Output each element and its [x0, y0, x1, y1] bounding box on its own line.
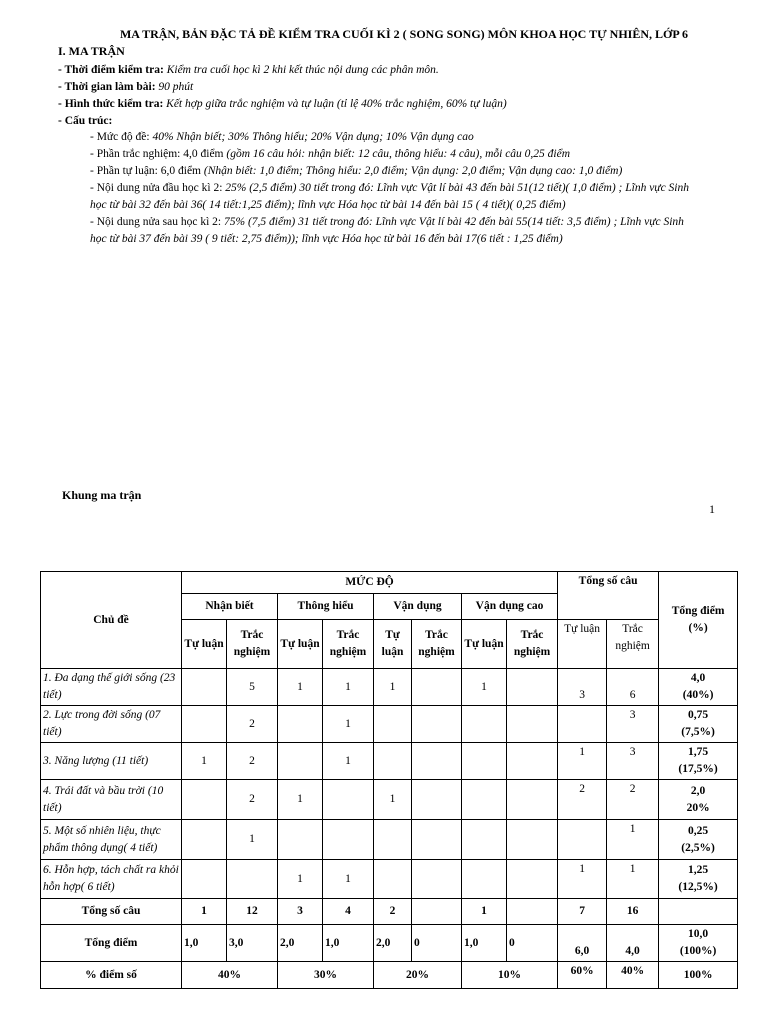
cell: [558, 706, 607, 743]
cell: 1: [374, 780, 412, 820]
total-score-label: Tổng điểm: [41, 925, 182, 962]
total-questions-label: Tổng số câu: [41, 899, 182, 925]
score-percent: (100%): [679, 945, 717, 957]
page-title: MA TRẬN, BẢN ĐẶC TẢ ĐỀ KIỂM TRA CUỐI KÌ 2 ( SONG SONG) MÔN KHOA HỌC TỰ NHIÊN, LỚP 6: [119, 27, 689, 41]
row-topic: 4. Trái đất và bầu trời (10 tiết): [41, 780, 182, 820]
info-duration-value: 90 phút: [155, 81, 194, 93]
cell: 1: [278, 669, 323, 706]
cell: 1: [323, 669, 374, 706]
cell: 30%: [278, 962, 374, 989]
cell: [462, 820, 507, 860]
info-structure-label: - Cấu trúc:: [58, 115, 113, 127]
score-percent: (12,5%): [678, 881, 718, 893]
structure-second-half: [90, 214, 730, 231]
total-questions-row: [41, 899, 738, 925]
cell: 1: [607, 860, 659, 899]
cell: [462, 780, 507, 820]
cell: [412, 780, 462, 820]
col-mc-2: Trắc nghiệm: [323, 620, 374, 669]
score-value: 0,75: [688, 709, 709, 721]
score-percent: (7,5%): [681, 726, 715, 738]
row-score: [659, 860, 738, 899]
percent-total: 100%: [659, 962, 738, 989]
info-form: [58, 96, 728, 113]
cell: 4: [323, 899, 374, 925]
total-questions-header: Tổng số câu: [558, 572, 659, 620]
cell: 0: [507, 925, 558, 962]
cell: 2: [227, 743, 278, 780]
info-time: [58, 62, 728, 79]
score-value: 1,25: [688, 864, 709, 876]
cell: 1: [462, 669, 507, 706]
cell: [374, 860, 412, 899]
structure-second-half-prefix: - Nội dung nửa sau học kì 2:: [90, 216, 224, 228]
info-time-label: - Thời điểm kiểm tra:: [58, 64, 164, 76]
info-duration: [58, 79, 728, 96]
cell: 2,0: [278, 925, 323, 962]
table-row: [41, 669, 738, 706]
cell: 6,0: [558, 925, 607, 962]
structure-first-half: [90, 180, 730, 197]
score-value: 10,0: [688, 928, 709, 940]
structure-second-half-line2: học từ bài 37 đến bài 39 ( 9 tiết: 2,75 điểm)); lĩnh vực Hóa học từ bài 16 đến bài 17(6 tiết : 1,25 điểm): [90, 233, 563, 245]
row-topic: 3. Năng lượng (11 tiết): [41, 743, 182, 780]
cell: [659, 899, 738, 925]
cell: 1: [278, 860, 323, 899]
cell: [507, 860, 558, 899]
table-row: [41, 780, 738, 820]
cell: [374, 820, 412, 860]
row-topic: 5. Một số nhiên liệu, thực phẩm thông dụng( 4 tiết): [41, 820, 182, 860]
row-score: [659, 669, 738, 706]
cell: [412, 669, 462, 706]
table-row: [41, 743, 738, 780]
structure-first-half-line1: 25% (2,5 điểm) 30 tiết trong đó: Lĩnh vực Vật lí bài 43 đến bài 51(12 tiết)( 1,0 điểm) ; Lĩnh vực Sinh: [225, 182, 690, 194]
cell: [462, 706, 507, 743]
structure-essay-value: (Nhận biết: 1,0 điểm; Thông hiểu: 2,0 điểm; Vận dụng: 2,0 điểm; Vận dụng cao: 1,0 điểm): [203, 165, 623, 177]
total-score-value: [659, 925, 738, 962]
cell: 6: [607, 669, 659, 706]
row-score: [659, 780, 738, 820]
info-form-value: Kết hợp giữa trắc nghiệm và tự luận (tỉ lệ 40% trắc nghiệm, 60% tự luận): [163, 98, 507, 110]
cell: [182, 820, 227, 860]
cell: [462, 860, 507, 899]
cell: 1,0: [182, 925, 227, 962]
cell: 12: [227, 899, 278, 925]
score-value: 2,0: [690, 784, 706, 797]
cell: 20%: [374, 962, 462, 989]
score-value: 0,25: [688, 824, 709, 837]
cell: [507, 780, 558, 820]
row-score: [659, 820, 738, 860]
cell: [507, 899, 558, 925]
cell: [374, 743, 412, 780]
score-percent: (2,5%): [681, 841, 715, 854]
col-mc-3: Trắc nghiệm: [412, 620, 462, 669]
cell: [412, 743, 462, 780]
cell: 3: [607, 706, 659, 743]
score-percent: 20%: [686, 801, 710, 814]
cell: [182, 780, 227, 820]
cell: [182, 706, 227, 743]
structure-second-half-cont: [90, 231, 730, 248]
row-topic: 6. Hỗn hợp, tách chất ra khỏi hỗn hợp( 6 tiết): [41, 860, 182, 899]
row-topic: 1. Đa dạng thế giới sống (23 tiết): [41, 669, 182, 706]
structure-essay-prefix: - Phần tự luận: 6,0 điểm: [90, 165, 204, 177]
cell: [278, 820, 323, 860]
col-mc-1: Trắc nghiệm: [227, 620, 278, 669]
cell: 40%: [607, 962, 659, 989]
cell: 1,0: [323, 925, 374, 962]
structure-level-prefix: - Mức độ đề:: [90, 131, 153, 143]
row-score: [659, 706, 738, 743]
level-header: MỨC ĐỘ: [182, 572, 558, 594]
col-total-essay: Tự luận: [558, 620, 607, 669]
cell: [278, 743, 323, 780]
page-number: 1: [709, 502, 715, 516]
row-topic: 2. Lực trong đời sống (07 tiết): [41, 706, 182, 743]
structure-level-value: 40% Nhận biết; 30% Thông hiểu; 20% Vận dụng; 10% Vận dụng cao: [152, 131, 474, 143]
cell: [227, 860, 278, 899]
cell: 1: [278, 780, 323, 820]
level-application: Vận dụng: [374, 594, 462, 620]
score-percent: (40%): [682, 689, 714, 701]
score-value: 4,0: [690, 672, 706, 684]
cell: [507, 706, 558, 743]
col-total-mc: Trắc nghiệm: [607, 620, 659, 669]
cell: [507, 669, 558, 706]
info-form-label: - Hình thức kiểm tra:: [58, 98, 164, 110]
matrix-table: [40, 571, 738, 989]
cell: 2,0: [374, 925, 412, 962]
cell: 1: [607, 820, 659, 860]
cell: [412, 706, 462, 743]
score-percent: (17,5%): [678, 763, 718, 775]
table-row: [41, 820, 738, 860]
total-score-header: Tổng điểm (%): [659, 572, 738, 669]
header-row-1: [41, 572, 738, 594]
level-recognition: Nhận biết: [182, 594, 278, 620]
info-duration-label: - Thời gian làm bài:: [58, 81, 156, 93]
table-row: [41, 706, 738, 743]
cell: [374, 706, 412, 743]
cell: 3: [607, 743, 659, 780]
table-row: [41, 860, 738, 899]
cell: 0: [412, 925, 462, 962]
structure-mc: [90, 146, 730, 163]
percent-label: % điểm số: [41, 962, 182, 989]
cell: [412, 860, 462, 899]
level-high-application: Vận dụng cao: [462, 594, 558, 620]
cell: 1: [323, 706, 374, 743]
col-essay-3: Tự luận: [374, 620, 412, 669]
cell: 1: [374, 669, 412, 706]
cell: [182, 669, 227, 706]
info-structure: [58, 113, 728, 130]
cell: 2: [558, 780, 607, 820]
structure-first-half-cont: [90, 197, 730, 214]
cell: 1: [182, 899, 227, 925]
cell: 60%: [558, 962, 607, 989]
structure-second-half-line1: 75% (7,5 điểm) 31 tiết trong đó: Lĩnh vực Vật lí bài 42 đến bài 55(14 tiết: 3,5 điểm) ; Lĩnh vực Sinh: [224, 216, 684, 228]
structure-details: [90, 129, 730, 248]
percent-row: [41, 962, 738, 989]
cell: [507, 820, 558, 860]
cell: 4,0: [607, 925, 659, 962]
cell: 1: [182, 743, 227, 780]
cell: 1: [227, 820, 278, 860]
col-mc-4: Trắc nghiệm: [507, 620, 558, 669]
structure-mc-value: (gồm 16 câu hỏi: nhận biết: 12 câu, thông hiểu: 4 câu), mỗi câu 0,25 điểm: [226, 148, 571, 160]
cell: 7: [558, 899, 607, 925]
cell: 2: [374, 899, 412, 925]
cell: 3,0: [227, 925, 278, 962]
structure-mc-prefix: - Phần trắc nghiệm: 4,0 điểm: [90, 148, 227, 160]
cell: 1,0: [462, 925, 507, 962]
cell: [182, 860, 227, 899]
info-time-value: Kiểm tra cuối học kì 2 khi kết thúc nội dung các phân môn.: [163, 64, 439, 76]
cell: [558, 820, 607, 860]
col-essay-1: Tự luận: [182, 620, 227, 669]
structure-first-half-prefix: - Nội dung nửa đầu học kì 2:: [90, 182, 226, 194]
cell: 1: [462, 899, 507, 925]
cell: 1: [323, 860, 374, 899]
structure-essay: [90, 163, 730, 180]
cell: [462, 743, 507, 780]
cell: 1: [323, 743, 374, 780]
matrix-frame-label: Khung ma trận: [62, 488, 142, 502]
cell: 3: [278, 899, 323, 925]
level-understanding: Thông hiểu: [278, 594, 374, 620]
cell: 3: [558, 669, 607, 706]
cell: 2: [227, 780, 278, 820]
cell: [323, 780, 374, 820]
cell: [412, 820, 462, 860]
col-essay-2: Tự luận: [278, 620, 323, 669]
row-score: [659, 743, 738, 780]
col-essay-4: Tự luận: [462, 620, 507, 669]
cell: 2: [607, 780, 659, 820]
cell: 40%: [182, 962, 278, 989]
total-score-row: [41, 925, 738, 962]
score-value: 1,75: [688, 746, 709, 758]
cell: 1: [558, 743, 607, 780]
exam-info: [58, 62, 728, 130]
cell: 16: [607, 899, 659, 925]
cell: [412, 899, 462, 925]
cell: 1: [558, 860, 607, 899]
cell: [507, 743, 558, 780]
cell: 10%: [462, 962, 558, 989]
cell: 5: [227, 669, 278, 706]
topic-header: Chủ đề: [41, 572, 182, 669]
cell: [323, 820, 374, 860]
cell: [278, 706, 323, 743]
cell: 2: [227, 706, 278, 743]
structure-level: [90, 129, 730, 146]
structure-first-half-line2: học từ bài 32 đến bài 36( 14 tiết:1,25 điểm); lĩnh vực Hóa học từ bài 14 đến bài 15 ( 4 tiết)( 0,25 điểm): [90, 199, 566, 211]
section-heading: I. MA TRẬN: [58, 44, 125, 58]
